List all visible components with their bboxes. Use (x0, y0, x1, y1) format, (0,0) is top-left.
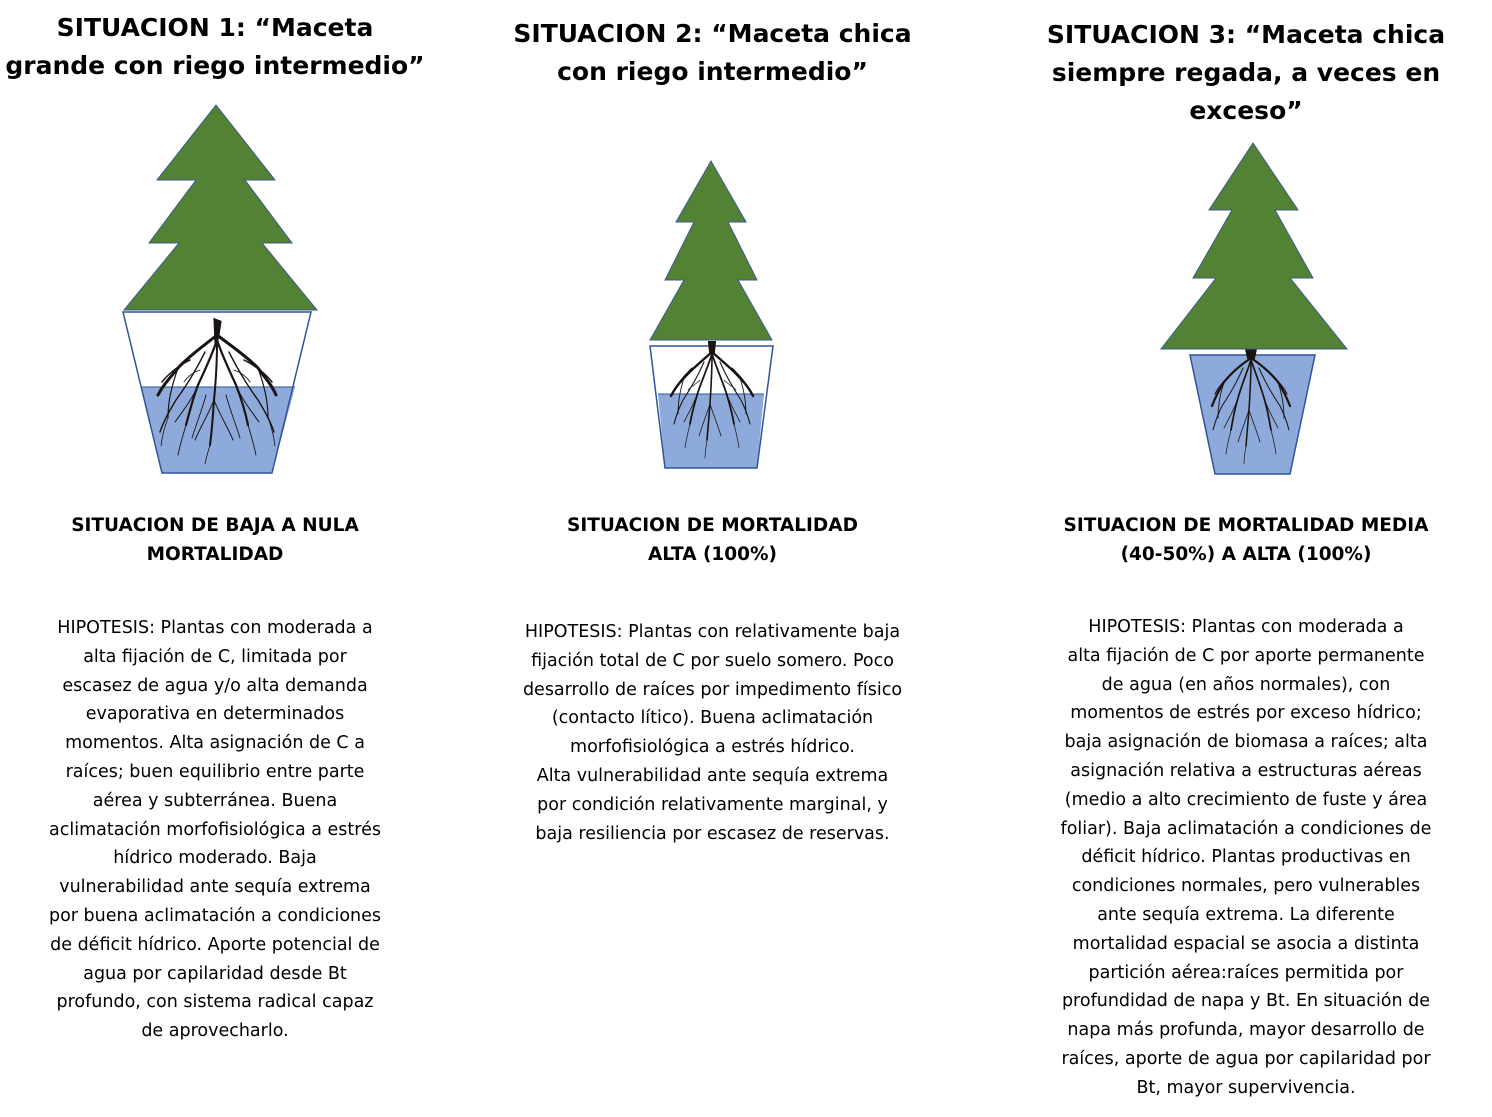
situation-1-title (0, 9, 430, 85)
hypothesis-line: vulnerabilidad ante sequía extrema (59, 877, 371, 898)
hypothesis-line: baja asignación de biomasa a raíces; alta (1064, 732, 1428, 753)
hypothesis-line: aclimatación morfofisiológica a estrés (49, 819, 381, 840)
medium-tree-canopy (1161, 143, 1347, 349)
hypothesis-line: HIPOTESIS: Plantas con moderada a (1088, 617, 1404, 637)
pot-water (1190, 355, 1315, 474)
verdict-line: MORTALIDAD (146, 544, 284, 565)
situation-3-illustration (1000, 95, 1492, 490)
verdict-line: SITUACION DE BAJA A NULA (71, 515, 359, 536)
pot-water (658, 394, 764, 468)
hypothesis-line: por buena aclimatación a condiciones (48, 905, 382, 926)
situation-2-title (490, 15, 935, 91)
hypothesis-line: escasez de agua y/o alta demanda (62, 675, 368, 696)
verdict-line: SITUACION DE MORTALIDAD MEDIA (1063, 515, 1429, 536)
hypothesis-line: morfofisiológica a estrés hídrico. (570, 737, 855, 758)
hypothesis-line: Alta vulnerabilidad ante sequía extrema (536, 765, 889, 786)
hypothesis-line: asignación relativa a estructuras aéreas (1070, 760, 1422, 781)
situation-2-hypothesis (490, 618, 935, 848)
hypothesis-line: de aprovecharlo. (141, 1021, 289, 1042)
situation-3-hypothesis (1000, 613, 1492, 1103)
hypothesis-line: condiciones normales, pero vulnerables (1071, 876, 1421, 897)
hypothesis-line: déficit hídrico. Plantas productivas en (1081, 847, 1411, 868)
hypothesis-line: HIPOTESIS: Plantas con relativamente baja (524, 622, 901, 642)
hypothesis-line: alta fijación de C por aporte permanente (1067, 645, 1425, 666)
situation-2-illustration (490, 95, 935, 490)
hypothesis-line: alta fijación de C, limitada por (83, 646, 347, 667)
title-line: SITUACION 3: “Maceta chica (1046, 20, 1446, 49)
title-line: SITUACION 1: “Maceta (56, 13, 374, 42)
situation-3-column (1000, 0, 1492, 1117)
small-tree-canopy (650, 161, 772, 340)
hypothesis-line: HIPOTESIS: Plantas con moderada a (57, 618, 373, 638)
hypothesis-line: fijación total de C por suelo somero. Poco (531, 650, 894, 671)
situation-2-column (490, 0, 935, 1117)
verdict-line: SITUACION DE MORTALIDAD (567, 515, 858, 536)
situation-1-hypothesis (0, 614, 430, 1046)
hypothesis-line: mortalidad espacial se asocia a distinta (1072, 933, 1420, 954)
situation-1-illustration (0, 95, 430, 490)
verdict-line: ALTA (100%) (647, 544, 778, 565)
hypothesis-line: por condición relativamente marginal, y (537, 794, 888, 815)
hypothesis-line: ante sequía extrema. La diferente (1097, 904, 1395, 925)
hypothesis-line: evaporativa en determinados (85, 704, 345, 725)
hypothesis-line: raíces, aporte de agua por capilaridad por (1061, 1048, 1431, 1069)
title-line: siempre regada, a veces en exceso” (1051, 58, 1441, 125)
title-line: con riego intermedio” (557, 57, 868, 86)
hypothesis-line: momentos. Alta asignación de C a (65, 733, 365, 754)
verdict-line: (40-50%) A ALTA (100%) (1120, 544, 1372, 565)
hypothesis-line: partición aérea:raíces permitida por (1088, 962, 1404, 983)
hypothesis-line: aérea y subterránea. Buena (92, 790, 338, 811)
situation-2-verdict (490, 511, 935, 569)
hypothesis-line: profundo, con sistema radical capaz (56, 992, 374, 1013)
hypothesis-line: de agua (en años normales), con (1101, 674, 1391, 695)
hypothesis-line: de déficit hídrico. Aporte potencial de (50, 934, 380, 955)
hypothesis-line: Bt, mayor supervivencia. (1136, 1077, 1356, 1098)
hypothesis-line: profundidad de napa y Bt. En situación de (1061, 991, 1431, 1012)
situation-3-verdict (1000, 511, 1492, 569)
hypothesis-line: desarrollo de raíces por impedimento físico (522, 679, 903, 700)
large-tree-canopy (124, 105, 317, 310)
hypothesis-line: napa más profunda, mayor desarrollo de (1067, 1020, 1425, 1041)
hypothesis-line: momentos de estrés por exceso hídrico; (1070, 703, 1422, 724)
title-line: grande con riego intermedio” (5, 51, 425, 80)
situation-1-column (0, 0, 430, 1117)
hypothesis-line: hídrico moderado. Baja (113, 848, 317, 869)
hypothesis-line: (medio a alto crecimiento de fuste y área (1064, 789, 1428, 810)
title-line: SITUACION 2: “Maceta chica (513, 19, 912, 48)
hypothesis-line: raíces; buen equilibrio entre parte (65, 761, 365, 782)
hypothesis-line: agua por capilaridad desde Bt (83, 963, 347, 984)
hypothesis-line: baja resiliencia por escasez de reservas. (535, 823, 890, 844)
small-flooded-pot (1190, 355, 1315, 474)
hypothesis-line: (contacto lítico). Buena aclimatación (551, 708, 874, 729)
situation-1-verdict (0, 511, 430, 569)
hypothesis-line: foliar). Baja aclimatación a condiciones de (1060, 818, 1432, 839)
